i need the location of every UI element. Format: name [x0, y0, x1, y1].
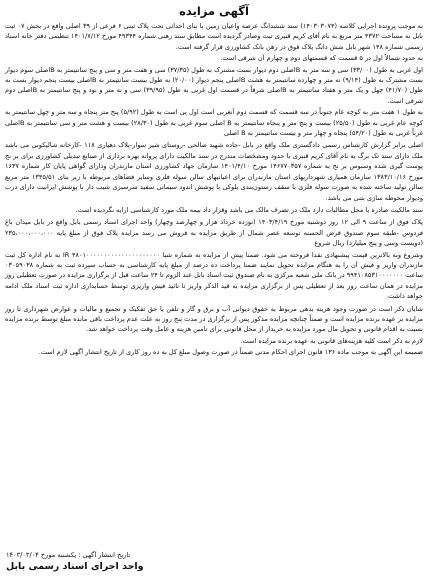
notice-footer	[6, 550, 422, 572]
issuing-office: واحد اجرای اسناد رسمی بابل	[6, 561, 144, 572]
paragraph-expert-report: اصلی برابر گزارش کارشناس رسمی دادگستری ملک واقع در بابل -جاده شهید صالحی -روستای شیر سوار-پلاک دهیاری ۱۱۸ -کارخانه شالیکوبی می باشد ملک دارای سند تک برگ به نام آقای کریم قنبری با حدود ومشخصات مندرج در سند مالکیت دارای پروانه بهره برداری از صنایع تبدیلی کشاورزی برای بر نج پوست گیری شده وسبوس بر نج به شماره ۱۴۶۷۷۰۳۵۷ مورخ ۱۴۰۱/۴/۱۰ سازمان جهاد کشاورزی استان مازندران ودارای گواهی پایان کار شماره ۱۶۳۷ مورخ ۱۳۸۳/۱۰/۱۶ سازمان همیاری شهرداریهای استان مازندران برای اعیانیهای سالن سوله فلزی وسایر فضاهای مربوطه با زیر بنای ۱۳۴۵/۵۱ متر مربع سالن تولید ساخته شده به صورت سوله فلزی با سقف رستون‌بندی بلوکی با پوشش اندود سیمانی سفید سرسبزی شیب دار با پوشش ایرانیت دارای درب ودیوار محوطه سازی بتنی می باشد.	[5, 141, 423, 202]
paragraph-annex: ضمیمه این آگهی به موجب ماده ۱۳۶ قانون اجرای احکام مدنی ضمناً در صورت وصول مبلغ کل به ده روز کاری از تاریخ انتشار آگهی لازم است.	[38, 348, 423, 357]
publication-date: تاریخ انتشار آگهی : یکشنبه مورخ ۱۴۰۳/۰۳/۰۴	[6, 551, 131, 559]
paragraph-payment: وشروع وبه بالاترین قیمت پیشنهادی نقدا فروخته می شود. ضمنا پیش از مزایده به شماره شبا IR ۴۸۰۱۰۰۰۰۰۰۰۰۰۰۰۰۰۰۰۰۰۰۰۰۰ به نام اداره کل ثبت مازندران واریز و فیش آن را به هنگام مزایده تحویل نمایند ضمنا پرداخت ده درصد از مبلغ پایه کارشناسی به حساب سپرده ثبت به شماره ۰۳۰۵۹۰۳۸ ساعت ۹۹۴۱۰۸۵۳۱۰۰۰۰۰۰۰ در بانک ملی شعبه مرکزی به نام صندوق ثبت اسناد بابل عند الزوم تا ۲۴ ساعت قبل از برگزاری مزایده در صورت تعطیلی روز مزایده در همان ساعت روز بعد از تعطیلی پس از برگزاری مزایده به قید الذکر واریز تا تائید فیش واریزی توسط حسابداری اداره ثبت اسناد ملک ادامه خواهد داشت.	[5, 250, 423, 301]
paragraph-auction-time: پلاک فوق از ساعت ۹ الی ۱۲ روز دوشنبه مورخ ۱۴۰۳/۴/۱۹ (نوزده خرداد هزار و چهارصد وچهار) واحد اجرای اسناد رسمی بابل واقع در بابل میدان باغ فردوس -طبقه سوم صندوق قرض الحسنه توسعه عصر شمال از طریق مزایده به فروش می رسد مزایده پلاک فوق از مبلغ پایه ۲۳۵،۰۰۰،۰۰۰،۰۰۰ (دویست وسی و پنج میلیارد) ریال شروع	[5, 218, 423, 248]
paragraph-boundaries-north: اول غربی به طول (۳۳/۰۰) سی و سه متر به Bاصلی دوم دیوار بست مشترک به طول (۳۷/۳۵) سی و هفت متر و سی و پنج سانتیمتر به Bاصلی سوم دیوار بست مشترک به طول (۹/۱۴) نه متر و چهارده سانتیمتر به هشت Bاصلی پنجم دیوار (۲۰/۰۰) به طول بیست سانتیمتر به Bاصلی بیست پنجم دیوار بست به طول (۴۱/۷۰) چهل و یک متر و هفتاد سانتیمتر به Bاصلی شرقاً در قسمت اول غربی به طول (۳۹/۹۵) سی و نه متر و نود و پنج سانتیمتر به Bاصلی دوم شرقی است.	[5, 65, 424, 105]
notice-title: آگهی مزایده	[179, 4, 249, 18]
paragraph-boundaries-intro: به حدود شمالاً اول در ۵ قسمت که قسمتهای دوم و چهارم آن شرقی است.	[220, 54, 423, 63]
paragraph-ownership: سند مالکیت صادره یا محل مطالبات دارد ملک در تصرف مالک می باشد وقرار داد بیمه ملک مورد کارشناسی ارایه نگردیده است.	[75, 205, 423, 214]
paragraph-debts: شایان ذکر است در صورت وجود هزینه بدهی مربوط به حقوق دیوانی آب و برق و گاز و تلفن یا حق تفکیک و تجمیع و مالیات و عوارض شهرداری تا روز مزایده بر عهده برنده مزایده است و ضمناً چنانچه مزایده مذکور پس از برگزاری در مدت پنج روز به علت عدم پرداخت باقی مانده مبلغ توسط برنده مزایده نسبت به اقدام قانونی و تحویل مال مورد مزایده به خریدار از محل قانونی برای تامین هزینه و عامل وقت پرداخت خواهد شد.	[5, 304, 423, 334]
paragraph-boundaries-south: به طول ۱ هفت متر به کوچه عام جنوباً در سه قسمت که قسمت دوم آنغربی است اول پی است به طول (۵/۹۲) پنج متر پنجاه و سه متر و چهل سانتیمتر به کوچه عام غربی به طول (۲۵/۵۰) بیست و پنج متر و پنجاه سانتیمتر به B اصلی سوم غربی به طول (۲۸/۳۰) بیست و هشت متر و سی سانتیمتر به Bاصلی غرباً غربی به طول (۵۴/۲۰) پنجاه و چهار متر و بیست سانتیمتر به B اصلی	[5, 108, 423, 138]
paragraph-costs: لازم به ذکر است کلیه هزینه‌های قانونی به عهده برنده مزایده است.	[240, 336, 423, 345]
paragraph-case: به موجب پرونده اجرایی کلاسه (۱۴۰۳۰۳۰۷۴) سند ششدانگ عرصه واعیان زمین با بنای احداثی تحت پلاک ثبتی ۶ فرعی از ۳۹ اصلی واقع در بخش ۰۷ ثبت بابل به مساحت ۴۳۷۲ متر مربع به نام آقای کریم قنبری ثبت وصادر گردیده است مطابق سند رهنی شماره ۴۹۳۴۴ مورخ ۱۴۰۱/۷/۱۲ تنظیمی دفتر خانه اسناد رسمی شماره ۱۴۸ شهر بابل شش دانگ پلاک فوق در رهن بانک کشاورزی قرار گرفته است.	[5, 22, 424, 51]
